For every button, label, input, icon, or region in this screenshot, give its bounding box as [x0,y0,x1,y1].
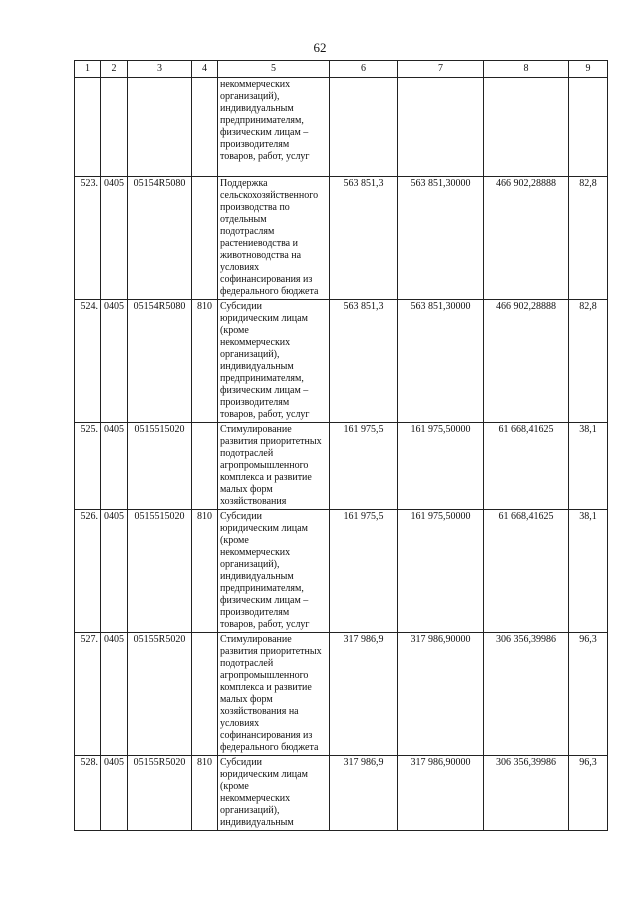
col-header-4: 4 [192,61,218,78]
section-code: 0405 [101,633,128,756]
table-row [75,756,608,831]
expense-type-code [192,633,218,756]
table-row [75,633,608,756]
value-col-6: 161 975,5 [330,510,398,633]
col-header-2: 2 [101,61,128,78]
section-code [101,78,128,177]
percent-col-9 [569,78,608,177]
row-number [75,78,101,177]
budget-table [74,60,608,831]
section-code: 0405 [101,300,128,423]
item-name: Субсидии юридическим лицам (кроме некоммерческих организаций), индивидуальным [218,756,330,831]
percent-col-9: 38,1 [569,510,608,633]
table-row [75,78,608,177]
value-col-7: 161 975,50000 [398,423,484,510]
percent-col-9: 38,1 [569,423,608,510]
section-code: 0405 [101,510,128,633]
table-row [75,300,608,423]
item-name: Субсидии юридическим лицам (кроме некоммерческих организаций), индивидуальным предпринимателям, физическим лицам – производителям товаров, работ, услуг [218,300,330,423]
target-article-code: 0515515020 [128,510,192,633]
col-header-3: 3 [128,61,192,78]
item-name: некоммерческих организаций), индивидуальным предпринимателям, физическим лицам – производителям товаров, работ, услуг [218,78,330,177]
item-name: Поддержка сельскохозяйственного производства по отдельным подотраслям растениеводства и животноводства на условиях софинансирования из федерального бюджета [218,177,330,300]
value-col-6 [330,78,398,177]
value-col-6: 161 975,5 [330,423,398,510]
expense-type-code [192,78,218,177]
target-article-code: 05155R5020 [128,756,192,831]
value-col-8 [484,78,569,177]
percent-col-9: 96,3 [569,756,608,831]
value-col-6: 563 851,3 [330,177,398,300]
expense-type-code [192,177,218,300]
table-row [75,177,608,300]
target-article-code: 05155R5020 [128,633,192,756]
expense-type-code: 810 [192,300,218,423]
col-header-1: 1 [75,61,101,78]
target-article-code [128,78,192,177]
value-col-7: 317 986,90000 [398,633,484,756]
value-col-8: 466 902,28888 [484,300,569,423]
percent-col-9: 96,3 [569,633,608,756]
value-col-8: 306 356,39986 [484,756,569,831]
section-code: 0405 [101,177,128,300]
percent-col-9: 82,8 [569,177,608,300]
item-name: Субсидии юридическим лицам (кроме некоммерческих организаций), индивидуальным предпринимателям, физическим лицам – производителям товаров, работ, услуг [218,510,330,633]
row-number: 523. [75,177,101,300]
item-name: Стимулирование развития приоритетных подотраслей агропромышленного комплекса и развитие малых форм хозяйствования [218,423,330,510]
section-code: 0405 [101,423,128,510]
value-col-8: 466 902,28888 [484,177,569,300]
row-number: 525. [75,423,101,510]
item-name: Стимулирование развития приоритетных подотраслей агропромышленного комплекса и развитие малых форм хозяйствования на условиях софинансирования из федерального бюджета [218,633,330,756]
value-col-8: 61 668,41625 [484,423,569,510]
table-row [75,423,608,510]
row-number: 528. [75,756,101,831]
row-number: 527. [75,633,101,756]
value-col-8: 306 356,39986 [484,633,569,756]
value-col-6: 317 986,9 [330,756,398,831]
expense-type-code: 810 [192,510,218,633]
percent-col-9: 82,8 [569,300,608,423]
value-col-6: 317 986,9 [330,633,398,756]
value-col-8: 61 668,41625 [484,510,569,633]
section-code: 0405 [101,756,128,831]
value-col-7 [398,78,484,177]
value-col-6: 563 851,3 [330,300,398,423]
row-number: 526. [75,510,101,633]
page-number: 62 [313,40,327,55]
col-header-7: 7 [398,61,484,78]
value-col-7: 161 975,50000 [398,510,484,633]
header-row [75,61,608,78]
table-row [75,510,608,633]
value-col-7: 563 851,30000 [398,300,484,423]
target-article-code: 05154R5080 [128,300,192,423]
value-col-7: 317 986,90000 [398,756,484,831]
target-article-code: 05154R5080 [128,177,192,300]
row-number: 524. [75,300,101,423]
expense-type-code [192,423,218,510]
expense-type-code: 810 [192,756,218,831]
target-article-code: 0515515020 [128,423,192,510]
col-header-5: 5 [218,61,330,78]
col-header-9: 9 [569,61,608,78]
value-col-7: 563 851,30000 [398,177,484,300]
col-header-8: 8 [484,61,569,78]
col-header-6: 6 [330,61,398,78]
